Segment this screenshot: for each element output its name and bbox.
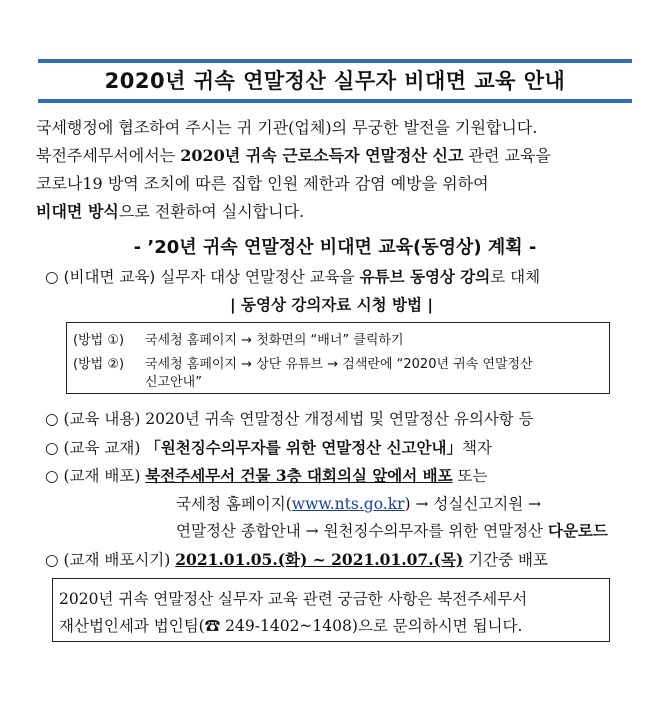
- intro-line-3: 코로나19 방역 조치에 따른 집합 인원 제한과 감염 예방을 위하여: [36, 174, 489, 193]
- method-2-text-cont: 신고안내”: [145, 375, 202, 390]
- page-title: 2020년 귀속 연말정산 실무자 비대면 교육 안내: [104, 69, 566, 93]
- video-viewing-heading: | 동영상 강의자료 시청 방법 |: [230, 296, 434, 314]
- item-distribution-period: ○ (교재 배포시기) 2021.01.05.(화) ~ 2021.01.07.(목) 기간중 배포: [45, 550, 548, 569]
- method-2-label: (방법 ②): [73, 357, 125, 372]
- intro-line-4: 비대면 방식으로 전환하여 실시합니다.: [36, 202, 305, 221]
- title-bottom-rule: [38, 99, 632, 103]
- item-education-material: ○ (교육 교재) 「원천징수의무자를 위한 연말정산 신고안내」책자: [45, 439, 492, 457]
- method-2-text: 국세청 홈페이지 → 상단 유튜브 → 검색란에 “2020년 귀속 연말정산: [145, 357, 533, 372]
- intro-line-2: 북전주세무서에서는 2020년 귀속 근로소득자 연말정산 신고 관련 교육을: [36, 146, 551, 165]
- item-material-distribution: ○ (교재 배포) 북전주세무서 건물 3층 대회의실 앞에서 배포 또는: [45, 466, 488, 485]
- item-education-content: ○ (교육 내용) 2020년 귀속 연말정산 개정세법 및 연말정산 유의사항 등: [45, 410, 534, 428]
- contact-box: [52, 578, 610, 642]
- distribution-line-3: 연말정산 종합안내 → 원천징수의무자를 위한 연말정산 다운로드: [176, 521, 608, 540]
- distribution-line-2: 국세청 홈페이지(www.nts.go.kr) → 성실신고지원 →: [176, 495, 542, 513]
- item-online-education: ○ (비대면 교육) 실무자 대상 연말정산 교육을 유튜브 동영상 강의로 대체: [45, 268, 541, 286]
- viewing-methods-box: [66, 322, 610, 394]
- nts-website-link[interactable]: www.nts.go.kr: [291, 495, 405, 513]
- method-1-label: (방법 ①): [73, 333, 125, 348]
- intro-line-1: 국세행정에 협조하여 주시는 귀 기관(업체)의 무궁한 발전을 기원합니다.: [36, 118, 538, 137]
- section-title: - ’20년 귀속 연말정산 비대면 교육(동영상) 계획 -: [133, 237, 537, 258]
- contact-line-1: 2020년 귀속 연말정산 실무자 교육 관련 궁금한 사항은 북전주세무서: [59, 590, 528, 608]
- contact-line-2: 재산법인세과 법인팀(☎ 249-1402~1408)으로 문의하시면 됩니다.: [59, 617, 523, 635]
- method-1-text: 국세청 홈페이지 → 첫화면의 “배너” 클릭하기: [145, 333, 404, 348]
